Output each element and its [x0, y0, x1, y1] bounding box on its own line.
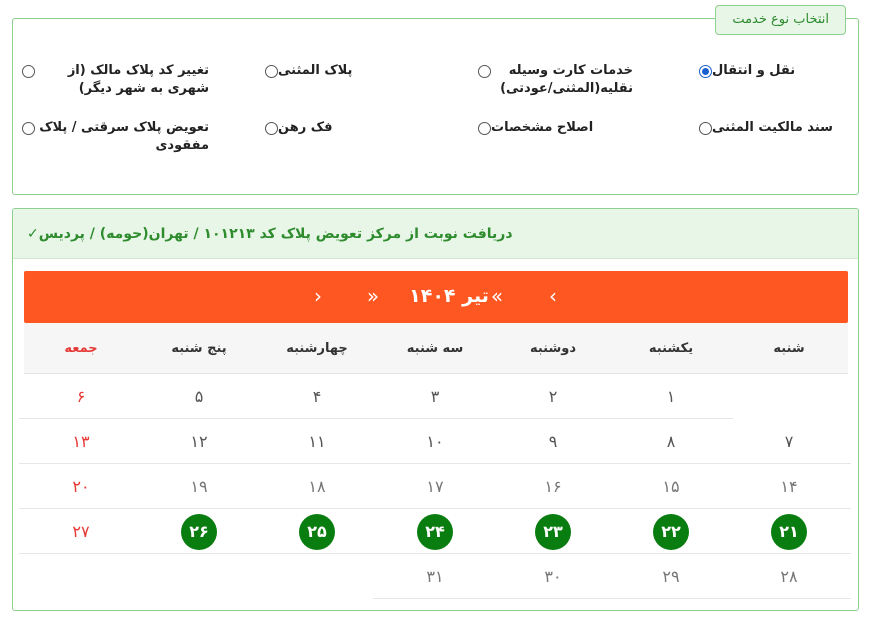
option-change-plate-code-label: تغییر کد پلاک مالک (از شهری به شهر دیگر)	[67, 63, 209, 96]
next-year-button[interactable]: »	[366, 284, 380, 308]
calendar-day[interactable]: ۱۵	[609, 464, 733, 509]
check-icon: ✓	[27, 225, 39, 242]
radio-replace-stolen-plate[interactable]	[22, 122, 35, 135]
calendar-day[interactable]: ۷	[727, 419, 851, 464]
center-header[interactable]	[13, 209, 858, 259]
available-day-badge[interactable]: ۲۱	[771, 514, 807, 550]
radio-vehicle-card[interactable]	[478, 65, 491, 78]
available-day-badge[interactable]: ۲۴	[417, 514, 453, 550]
available-day-badge[interactable]: ۲۳	[535, 514, 571, 550]
calendar-day[interactable]: ۱	[609, 374, 733, 419]
radio-change-plate-code[interactable]	[22, 65, 35, 78]
prev-month-button[interactable]: ‹	[549, 284, 557, 308]
calendar-day[interactable]: ۱۷	[373, 464, 497, 509]
calendar-day[interactable]: ۳۰	[491, 554, 615, 599]
weekday-thursday: پنج شنبه	[171, 341, 227, 356]
calendar-day[interactable]: ۹	[491, 419, 615, 464]
calendar-day[interactable]: ۱۲	[137, 419, 261, 464]
radio-duplicate-deed[interactable]	[699, 122, 712, 135]
next-month-button[interactable]: ›	[314, 284, 322, 308]
calendar-header-bar	[24, 271, 848, 323]
option-vehicle-card[interactable]	[473, 62, 633, 98]
option-duplicate-deed[interactable]	[694, 119, 844, 137]
weekday-monday: دوشنبه	[529, 341, 577, 356]
weekday-saturday: شنبه	[773, 341, 805, 356]
calendar-day[interactable]: ۲۹	[609, 554, 733, 599]
radio-transfer[interactable]	[699, 65, 712, 78]
option-duplicate-deed-label: سند مالکیت المثنی	[712, 120, 833, 135]
option-vehicle-card-label: خدمات کارت وسیله نقلیه(المثنی/عودتی)	[500, 63, 633, 96]
calendar-day[interactable]: ۲۰	[19, 464, 143, 509]
calendar-month-title: تیر ۱۴۰۴	[409, 285, 489, 307]
radio-duplicate-plate[interactable]	[265, 65, 278, 78]
calendar-grid	[24, 374, 848, 601]
option-change-plate-code[interactable]	[17, 62, 209, 98]
option-duplicate-plate-label: پلاک المثنی	[278, 63, 353, 78]
calendar-day[interactable]	[255, 509, 379, 554]
calendar-weekday-row	[24, 323, 848, 374]
calendar-day[interactable]: ۳	[373, 374, 497, 419]
available-day-badge[interactable]: ۲۶	[181, 514, 217, 550]
calendar-day[interactable]: ۱۳	[19, 419, 143, 464]
center-title: دریافت نوبت از مرکز تعویض پلاک کد ۱۰۱۲۱۳ / تهران(حومه) / پردیس	[38, 225, 513, 242]
calendar-day[interactable]	[609, 509, 733, 554]
calendar-day[interactable]: ۳۱	[373, 554, 497, 599]
calendar-day[interactable]	[727, 509, 851, 554]
available-day-badge[interactable]: ۲۲	[653, 514, 689, 550]
calendar-day[interactable]	[137, 509, 261, 554]
service-type-legend: انتخاب نوع خدمت	[715, 5, 846, 35]
calendar-day[interactable]: ۴	[255, 374, 379, 419]
option-transfer-label: نقل و انتقال	[712, 63, 796, 78]
weekday-wednesday: چهارشنبه	[286, 341, 348, 356]
service-type-fieldset	[12, 12, 859, 195]
available-day-badge[interactable]: ۲۵	[299, 514, 335, 550]
calendar-day[interactable]: ۲۷	[19, 509, 143, 554]
option-release-mortgage-label: فک رهن	[278, 120, 333, 135]
center-panel	[12, 208, 859, 611]
calendar-day[interactable]: ۱۰	[373, 419, 497, 464]
weekday-friday: جمعه	[64, 341, 98, 356]
calendar-day[interactable]	[491, 509, 615, 554]
calendar-day[interactable]: ۱۱	[255, 419, 379, 464]
calendar-day[interactable]: ۲	[491, 374, 615, 419]
calendar-day[interactable]: ۱۴	[727, 464, 851, 509]
option-transfer[interactable]	[694, 62, 844, 80]
option-release-mortgage[interactable]	[260, 119, 420, 137]
option-replace-stolen-plate[interactable]	[17, 119, 209, 155]
calendar-day[interactable]: ۱۹	[137, 464, 261, 509]
prev-year-button[interactable]: «	[490, 284, 504, 308]
option-correct-details-label: اصلاح مشخصات	[491, 120, 594, 135]
calendar-day[interactable]: ۲۸	[727, 554, 851, 599]
calendar-day[interactable]: ۸	[609, 419, 733, 464]
calendar-day[interactable]	[373, 509, 497, 554]
calendar-day[interactable]: ۶	[19, 374, 143, 419]
radio-correct-details[interactable]	[478, 122, 491, 135]
option-duplicate-plate[interactable]	[260, 62, 420, 80]
option-replace-stolen-plate-label: تعویض پلاک سرقتی / پلاک مفقودی	[39, 120, 209, 153]
calendar-day[interactable]: ۱۶	[491, 464, 615, 509]
radio-release-mortgage[interactable]	[265, 122, 278, 135]
weekday-sunday: یکشنبه	[648, 341, 694, 356]
calendar-day[interactable]: ۱۸	[255, 464, 379, 509]
option-correct-details[interactable]	[473, 119, 633, 137]
weekday-tuesday: سه شنبه	[406, 341, 464, 356]
calendar-day[interactable]: ۵	[137, 374, 261, 419]
